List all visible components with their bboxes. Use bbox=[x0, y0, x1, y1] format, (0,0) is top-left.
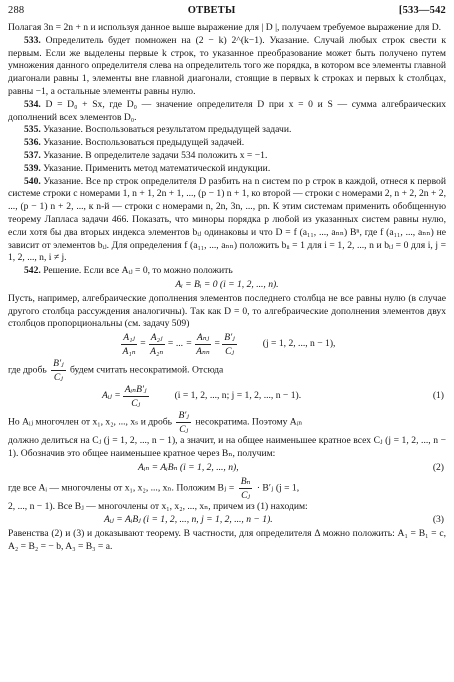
paragraph-polynomials: 2, ..., n − 1). Все Bⱼ — многочлены от x₁, x₂, ..., xₙ, причем из (1) находим: bbox=[8, 500, 308, 512]
answer-535 bbox=[8, 124, 446, 137]
answer-text: Указание. В определителе задачи 534 положить x = −1. bbox=[43, 149, 268, 161]
answer-539 bbox=[8, 163, 446, 176]
fraction: $\frac{\text{AᵢₙB′ⱼ}}{\text{Cⱼ}}$ bbox=[124, 384, 147, 410]
equation-tag: (2) bbox=[432, 461, 444, 473]
answer-534 bbox=[8, 99, 446, 125]
answer-540 bbox=[8, 176, 446, 266]
equation-zero: Aᵢ = Bᵢ = 0 (i = 1, 2, ..., n). bbox=[175, 278, 279, 290]
answer-text: Решение. Если все Aᵢⱼ = 0, то можно положить bbox=[43, 265, 233, 277]
answer-text: D = D₀ + Sx, где D₀ — значение определителя D при x = 0 и S — сумма алгебраических дополнений всех элементов D₀. bbox=[8, 98, 447, 123]
equation-3: Aᵢⱼ = AᵢBⱼ (i = 1, 2, ..., n, j = 1, 2, ..., n − 1). (3) bbox=[104, 514, 444, 526]
paragraph-fraction-note: где дробь $\frac{\text{B′ⱼ}}{\text{Cⱼ}}$ будем считать несократимой. Отсюда bbox=[8, 358, 224, 384]
equation-2: Aᵢₙ = AᵢBₙ (i = 1, 2, ..., n), (2) bbox=[138, 461, 444, 473]
paragraph-polynomial: Но Aᵢⱼ многочлен от x₁, x₂, ..., xₛ и дробь $\frac{\text{B′ⱼ}}{\text{Cⱼ}}$ несократима. Поэтому Aᵢₙ bbox=[8, 410, 303, 436]
fraction: $\frac{\text{Aₙⱼ}}{\text{Aₙₙ}}$ bbox=[196, 332, 210, 358]
problem-number: 539. bbox=[24, 162, 41, 174]
fraction: $\frac{\text{Bₙ}}{\text{Cⱼ}}$ bbox=[240, 475, 251, 501]
problem-range: [533—542 bbox=[398, 5, 446, 16]
equation-tag: (3) bbox=[432, 514, 444, 526]
paragraph-conclusion: Равенства (2) и (3) и доказывают теорему. В частности, для определителя Δ можно положить: A₁ = B₁ = c, A₂ = B₂ = − b, A₃ = B₃ = a. bbox=[8, 528, 446, 552]
paragraph-lcm: должно делиться на Cⱼ (j = 1, 2, ..., n − 1), а значит, и на общее наименьшее кратное всех Cⱼ (j = 1, 2, ..., n − 1). Обозначив это общее наименьшее кратное через Bₙ, получим: bbox=[8, 435, 446, 459]
problem-number: 540. bbox=[24, 175, 41, 187]
section-title: ОТВЕТЫ bbox=[187, 5, 236, 16]
answer-text: Определитель будет помножен на (2 − k) 2^(k−1). Указание. Случай любых строк свести к первым. Если же выделены первые k строк, то указанное преобразование может быть получено путем умножения данного определителя слева на определитель того же порядка, в котором все элементы главной диагонали равны 1, элементы вне главной диагонали, стоящие в первых k строках и первых k столбцах, равны −1, а остальные элементы равны нулю. bbox=[8, 34, 446, 97]
fraction: $\frac{\text{B′ⱼ}}{\text{Cⱼ}}$ bbox=[53, 358, 64, 384]
equation-ratio: $\frac{\text{A₁ⱼ}}{\text{A₁ₙ}}$ = $\frac{\text{A₂ⱼ}}{\text{A₂ₙ}}$ = ... = $\frac{\text{Aₙⱼ}}{\text{Aₙₙ}}$ = $\frac{\text{B′ⱼ}}{\text{Cⱼ}}$ (j = 1, 2, ..., n − 1), bbox=[122, 332, 336, 358]
answer-533 bbox=[8, 35, 446, 99]
problem-number: 534. bbox=[24, 98, 41, 110]
equation-tag: (1) bbox=[432, 390, 444, 402]
running-header bbox=[8, 5, 446, 22]
paragraph-define-b: где все Aᵢ — многочлены от x₁, x₂, ..., xₙ. Положим Bⱼ = $\frac{\text{Bₙ}}{\text{Cⱼ}}$ · B′ⱼ (j = 1, bbox=[8, 475, 300, 501]
page-number: 288 bbox=[8, 5, 25, 16]
answer-text: Указание. Все np строк определителя D разбить на n систем по p строк в каждой, отнеся к первой системе строки с номерами 1, n + 1, 2n + 1, ..., (p − 1) n + 1, ко второй — строки с номерами 2, n + 2, 2n + 2, ..., (p − 1) n + 2, ..., к n-й — строки с номерами n, 2n, 3n, ..., pn. К этим системам применить обобщенную теорему Лапласа задачи 466. Показать, что миноры порядка p любой из указанных систем равны нулю, если хотя бы два вторых индекса элементов bᵢⱼ одинаковы и что D = f (a₁₁, ..., aₙₙ) Bⁿ, где f (a₁₁, ..., aₙₙ) не зависит от элементов bᵢⱼ. Для определения f (a₁₁, ..., aₙₙ) положить bᵢᵢ = 1 для i = 1, 2, ..., n и bᵢⱼ = 0 для i, j = 1, 2, ..., n, i ≠ j. bbox=[8, 175, 446, 264]
equation-condition: (i = 1, 2, ..., n; j = 1, 2, ..., n − 1). bbox=[174, 390, 302, 402]
paragraph-proportional: Пусть, например, алгебраические дополнения элементов последнего столбца не все равны нулю (в случае другого столбца рассуждения аналогичны). Так как D = 0, то алгебраические дополнения элементов двух столбцов пропорциональны (см. задачу 509) bbox=[8, 292, 446, 330]
answer-537 bbox=[8, 150, 446, 163]
equation-condition: (j = 1, 2, ..., n − 1), bbox=[262, 338, 336, 350]
problem-number: 542. bbox=[24, 265, 41, 277]
problem-number: 535. bbox=[24, 124, 41, 136]
answer-text: Указание. Применить метод математической индукции. bbox=[43, 162, 271, 174]
answer-text: Указание. Воспользоваться результатом предыдущей задачи. bbox=[43, 124, 292, 136]
problem-number: 537. bbox=[24, 149, 41, 161]
problem-number: 536. bbox=[24, 137, 41, 149]
paragraph-intro: Полагая 3n = 2n + n и используя данное выше выражение для | D |, получаем требуемое выражение для D. bbox=[8, 22, 442, 33]
ellipsis-equals: = ... = bbox=[167, 338, 193, 350]
fraction: $\frac{\text{B′ⱼ}}{\text{Cⱼ}}$ bbox=[224, 332, 235, 358]
equation-1: Aᵢⱼ = $\frac{\text{AᵢₙB′ⱼ}}{\text{Cⱼ}}$ (i = 1, 2, ..., n; j = 1, 2, ..., n − 1). (1) bbox=[102, 384, 444, 410]
answer-542 bbox=[8, 265, 446, 278]
problem-number: 533. bbox=[24, 34, 41, 46]
answer-536 bbox=[8, 137, 446, 150]
answer-text: Указание. Воспользоваться предыдущей задачей. bbox=[43, 137, 245, 149]
fraction: $\frac{\text{A₁ⱼ}}{\text{A₁ₙ}}$ bbox=[122, 332, 136, 358]
fraction: $\frac{\text{A₂ⱼ}}{\text{A₂ₙ}}$ bbox=[150, 332, 164, 358]
fraction: $\frac{\text{B′ⱼ}}{\text{Cⱼ}}$ bbox=[178, 410, 189, 436]
